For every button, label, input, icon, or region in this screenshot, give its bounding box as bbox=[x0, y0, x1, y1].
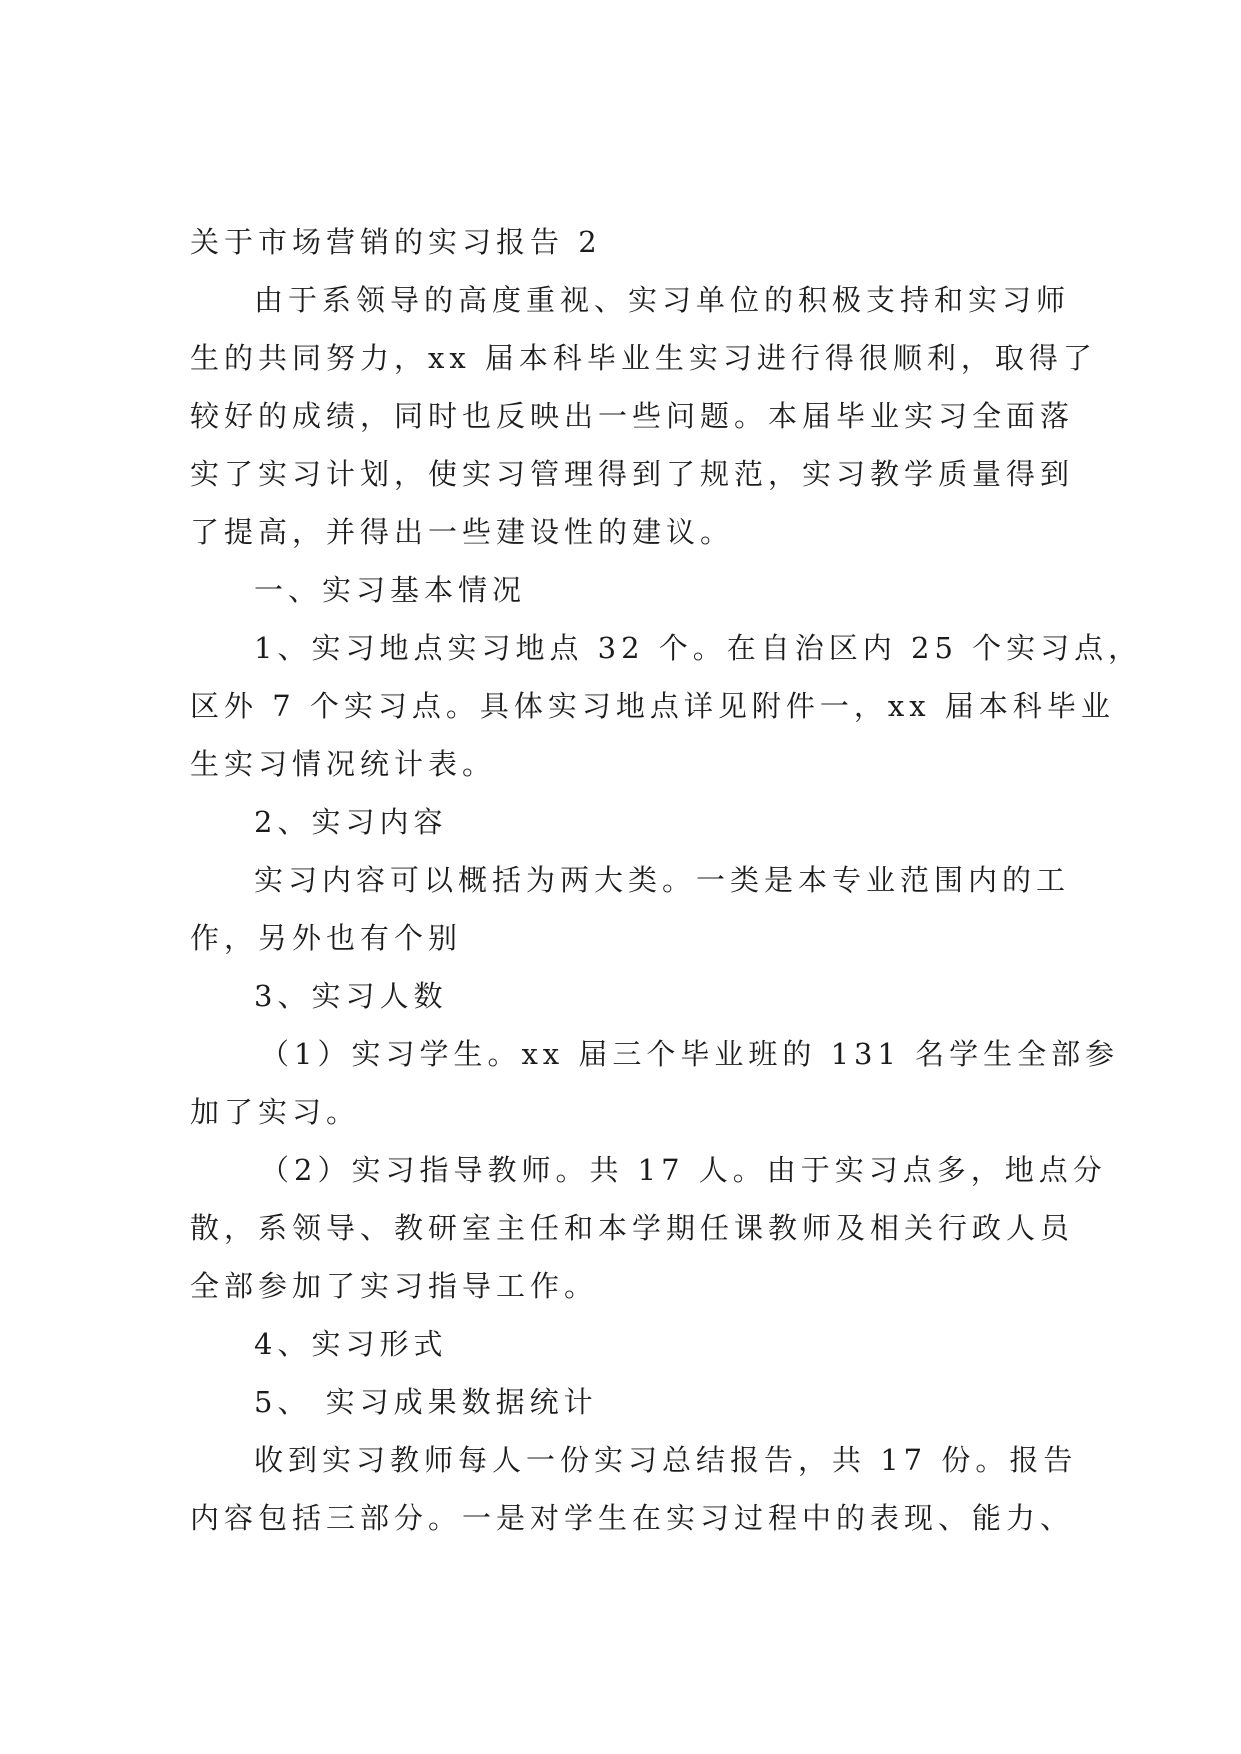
paragraph-line: 1、实习地点实习地点 32 个。在自治区内 25 个实习点， bbox=[254, 631, 1143, 665]
paragraph-line: 生实习情况统计表。 bbox=[190, 747, 497, 781]
paragraph-line: 由于系领导的高度重视、实习单位的积极支持和实习师 bbox=[254, 283, 1071, 317]
paragraph-line: 收到实习教师每人一份实习总结报告，共 17 份。报告 bbox=[254, 1443, 1078, 1477]
paragraph-line: 全部参加了实习指导工作。 bbox=[190, 1269, 599, 1303]
subsection-heading: 4、实习形式 bbox=[254, 1327, 448, 1361]
section-heading: 一、实习基本情况 bbox=[254, 573, 527, 607]
paragraph-line: 生的共同努力，xx 届本科毕业生实习进行得很顺利，取得了 bbox=[190, 341, 1097, 375]
paragraph-line: 区外 7 个实习点。具体实习地点详见附件一，xx 届本科毕业 bbox=[190, 689, 1115, 723]
document-body bbox=[190, 213, 1143, 1547]
subsection-heading: 5、 实习成果数据统计 bbox=[254, 1385, 598, 1419]
paragraph-line: 较好的成绩，同时也反映出一些问题。本届毕业实习全面落 bbox=[190, 399, 1075, 433]
paragraph-line: 了提高，并得出一些建设性的建议。 bbox=[190, 515, 735, 549]
paragraph-line: （1）实习学生。xx 届三个毕业班的 131 名学生全部参 bbox=[260, 1037, 1120, 1071]
subsection-heading: 2、实习内容 bbox=[254, 805, 448, 839]
paragraph-line: 实了实习计划，使实习管理得到了规范，实习教学质量得到 bbox=[190, 457, 1075, 491]
paragraph-line: 内容包括三部分。一是对学生在实习过程中的表现、能力、 bbox=[190, 1501, 1075, 1535]
subsection-heading: 3、实习人数 bbox=[254, 979, 448, 1013]
paragraph-line: 实习内容可以概括为两大类。一类是本专业范围内的工 bbox=[254, 863, 1071, 897]
paragraph-line: （2）实习指导教师。共 17 人。由于实习点多，地点分 bbox=[260, 1153, 1107, 1187]
paragraph-line: 散，系领导、教研室主任和本学期任课教师及相关行政人员 bbox=[190, 1211, 1075, 1245]
paragraph-line: 加了实习。 bbox=[190, 1095, 361, 1129]
paragraph-line: 作，另外也有个别 bbox=[190, 921, 463, 955]
document-title: 关于市场营销的实习报告 2 bbox=[190, 225, 602, 259]
